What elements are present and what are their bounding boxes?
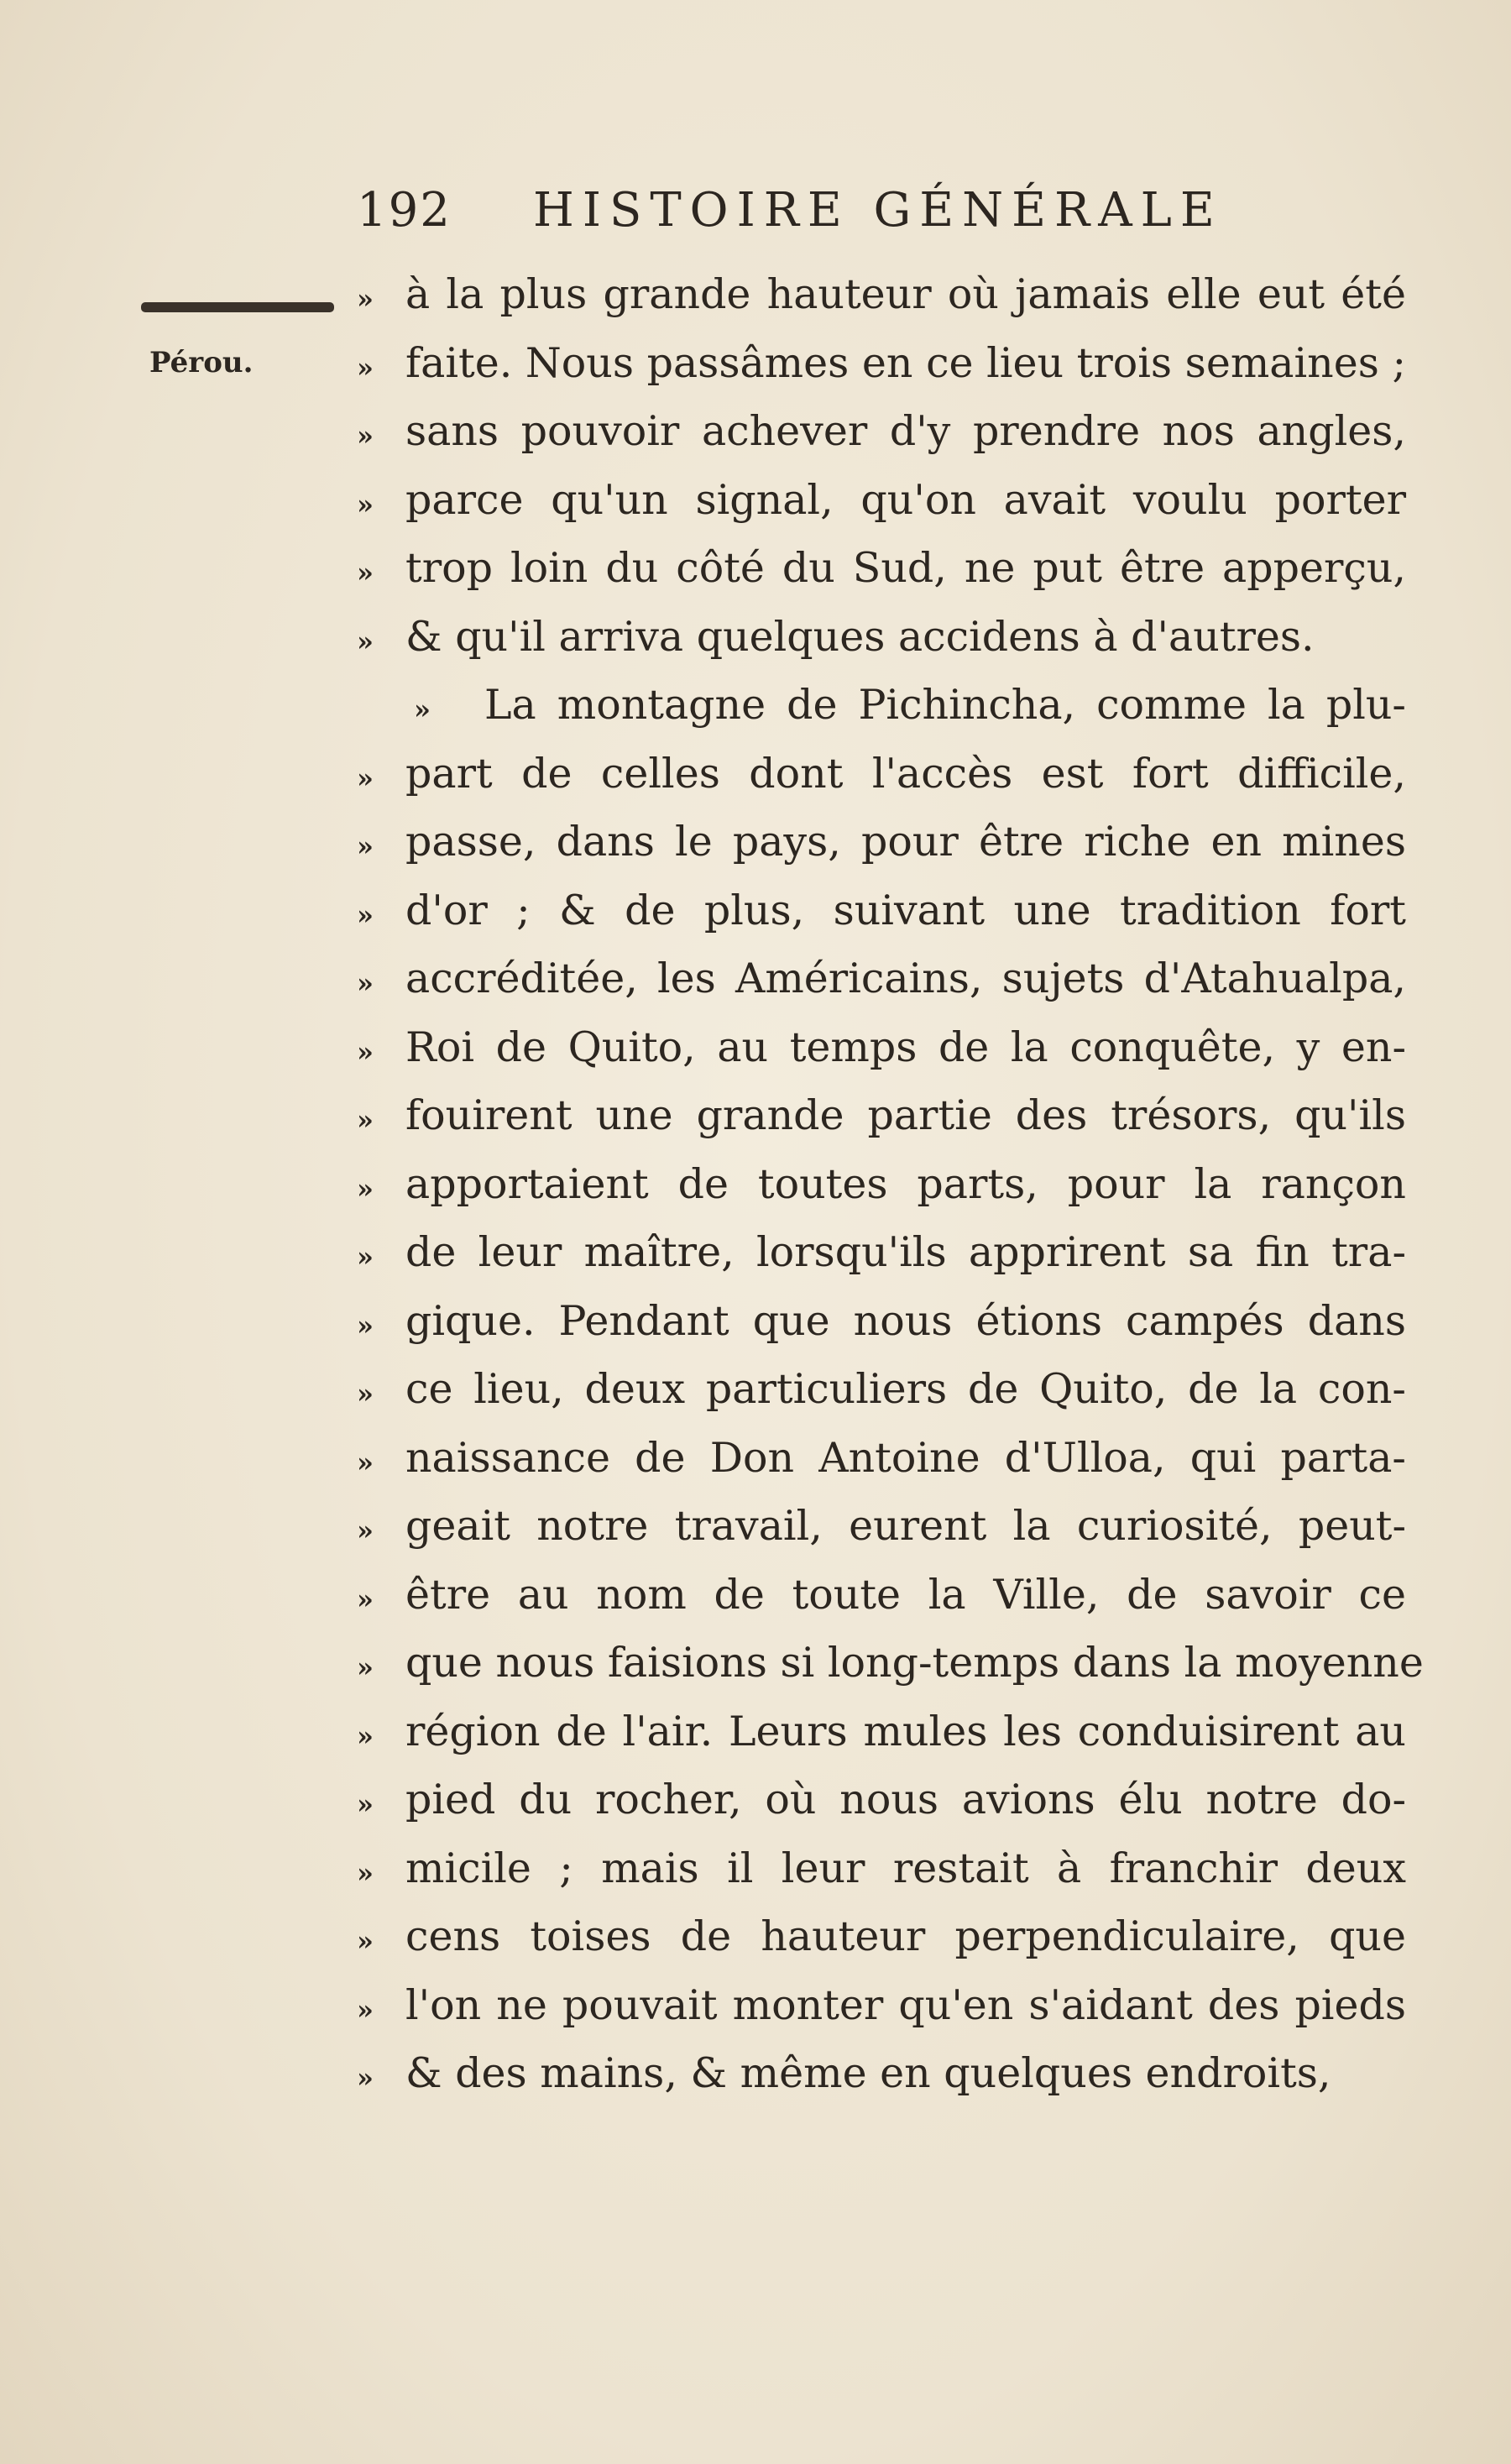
line-text: de leur maître, lorsqu'ils apprirent sa fin tra-: [405, 1228, 1406, 1276]
quote-mark: »: [357, 283, 374, 315]
text-line: [357, 818, 1406, 887]
quote-mark: »: [357, 967, 374, 999]
quote-mark: »: [357, 761, 374, 794]
text-line: [357, 887, 1406, 955]
text-line: [357, 1639, 1424, 1708]
text-line: [357, 1844, 1406, 1913]
line-text: micile ; mais il leur restait à franchir deux: [405, 1844, 1406, 1892]
line-text: accréditée, les Américains, sujets d'Atahualpa,: [405, 955, 1406, 1002]
quote-mark: »: [357, 1583, 374, 1615]
quote-mark: »: [357, 557, 374, 589]
text-line: [357, 1434, 1406, 1503]
line-text: être au nom de toute la Ville, de savoir ce: [405, 1570, 1406, 1619]
line-text: geait notre travail, eurent la curiosité, peut-: [405, 1502, 1406, 1550]
line-text: & qu'il arriva quelques accidens à d'autres.: [405, 612, 1315, 661]
line-text: trop loin du côté du Sud, ne put être apperçu,: [405, 544, 1406, 592]
quote-mark: »: [357, 1651, 374, 1683]
text-line: [357, 1365, 1406, 1434]
line-text: faite. Nous passâmes en ce lieu trois semaines ;: [405, 338, 1406, 387]
line-text: parce qu'un signal, qu'on avait voulu porter: [405, 475, 1406, 524]
line-text: cens toises de hauteur perpendiculaire, que: [405, 1912, 1406, 1960]
text-line: [357, 1502, 1406, 1571]
line-text: à la plus grande hauteur où jamais elle eut été: [405, 270, 1406, 318]
text-line: [357, 750, 1406, 819]
text-line: [357, 1708, 1406, 1776]
quote-mark: »: [357, 1035, 374, 1068]
text-line: [357, 1981, 1406, 2050]
line-text: que nous faisions si long-temps dans la moyenne: [405, 1639, 1424, 1687]
text-line: [357, 1228, 1406, 1297]
quote-mark: »: [357, 420, 374, 452]
line-text: apportaient de toutes parts, pour la rançon: [405, 1159, 1406, 1208]
quote-mark: »: [357, 625, 374, 657]
text-line: [357, 476, 1406, 545]
line-text: sans pouvoir achever d'y prendre nos angles,: [405, 407, 1406, 455]
text-line: [357, 681, 1406, 750]
line-text: Roi de Quito, au temps de la conquête, y en-: [405, 1023, 1406, 1071]
text-line: [357, 544, 1406, 613]
quote-mark: »: [357, 488, 374, 521]
quote-mark: »: [357, 1446, 374, 1478]
line-text: passe, dans le pays, pour être riche en mines: [405, 818, 1406, 866]
quote-mark: »: [357, 1719, 374, 1752]
text-line: [357, 1776, 1406, 1844]
text-line: [357, 1297, 1406, 1366]
line-text: naissance de Don Antoine d'Ulloa, qui parta-: [405, 1433, 1406, 1482]
text-line: [357, 1912, 1406, 1981]
line-text: l'on ne pouvait monter qu'en s'aidant des pieds: [405, 1980, 1406, 2029]
quote-mark: »: [357, 1172, 374, 1205]
quote-mark: »: [357, 1309, 374, 1342]
quote-mark: »: [414, 693, 431, 725]
quote-mark: »: [357, 2062, 374, 2094]
text-line: [357, 955, 1406, 1023]
text-line: [357, 339, 1406, 408]
line-text: & des mains, & même en quelques endroits,: [405, 2049, 1331, 2097]
line-text: La montagne de Pichincha, comme la plu-: [484, 681, 1406, 729]
text-line: [357, 1091, 1406, 1160]
quote-mark: »: [357, 1993, 374, 2026]
quote-mark: »: [357, 1925, 374, 1957]
quote-mark: »: [357, 1241, 374, 1273]
margin-note: Pérou.: [149, 346, 254, 379]
quote-mark: »: [357, 1788, 374, 1820]
page-header: [357, 183, 1289, 250]
quote-mark: »: [357, 1514, 374, 1546]
page-number: 192: [357, 183, 452, 238]
line-text: fouirent une grande partie des trésors, qu'ils: [405, 1091, 1406, 1139]
text-line: [357, 1160, 1406, 1229]
running-title: HISTOIRE GÉNÉRALE: [533, 183, 1223, 238]
text-line: [357, 407, 1406, 476]
text-line: [357, 270, 1406, 339]
quote-mark: »: [357, 898, 374, 931]
text-line: [357, 1023, 1406, 1092]
line-text: part de celles dont l'accès est fort difficile,: [405, 749, 1406, 798]
line-text: ce lieu, deux particuliers de Quito, de la con-: [405, 1365, 1406, 1413]
text-line: [357, 1571, 1406, 1640]
margin-rule: [141, 302, 334, 312]
quote-mark: »: [357, 1378, 374, 1410]
quote-mark: »: [357, 830, 374, 862]
text-line: [357, 613, 1406, 682]
text-line: [357, 2049, 1406, 2118]
line-text: pied du rocher, où nous avions élu notre do-: [405, 1776, 1406, 1823]
body-text: [357, 270, 1424, 2118]
line-text: gique. Pendant que nous étions campés dans: [405, 1296, 1406, 1345]
quote-mark: »: [357, 351, 374, 384]
line-text: d'or ; & de plus, suivant une tradition fort: [405, 886, 1406, 934]
quote-mark: »: [357, 1104, 374, 1136]
line-text: région de l'air. Leurs mules les conduisirent au: [405, 1707, 1406, 1755]
quote-mark: »: [357, 1856, 374, 1889]
